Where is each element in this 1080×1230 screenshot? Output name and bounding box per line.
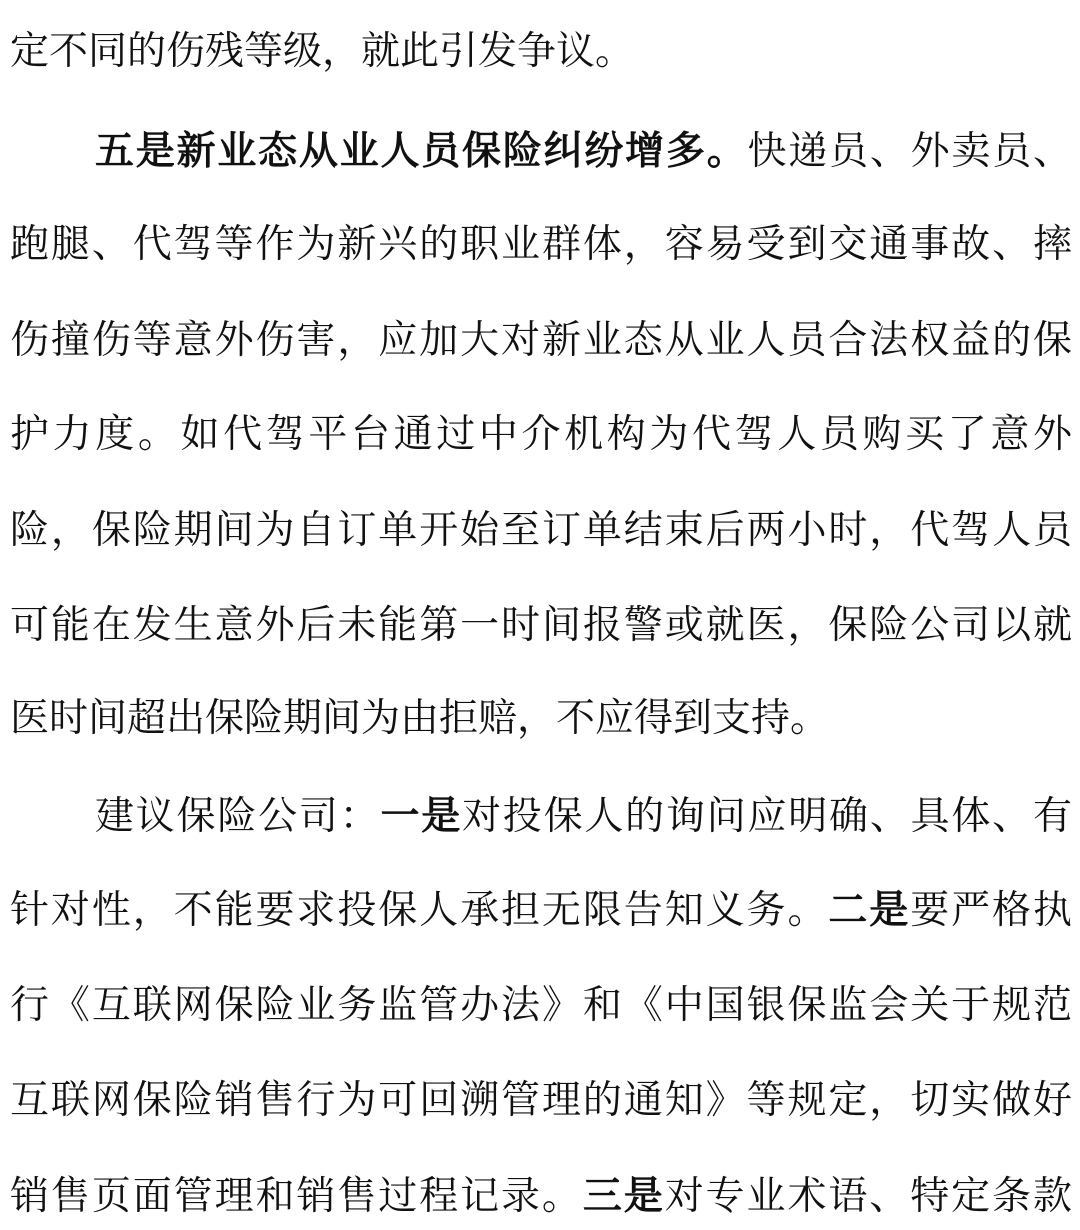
text-segment: 险，保险期间为自订单开始至订单结束后两小时，代驾人员: [10, 508, 1072, 553]
text-segment: 对投保人的询问应明确、具体、有: [462, 794, 1072, 839]
text-segment: 销售页面管理和销售过程记录。: [10, 1174, 583, 1219]
text-line: [10, 311, 1072, 371]
text-segment: 护力度。如代驾平台通过中介机构为代驾人员购买了意外: [10, 412, 1072, 457]
text-line: [10, 596, 1072, 656]
text-segment: 伤撞伤等意外伤害，应加大对新业态从业人员合法权益的保: [10, 318, 1072, 363]
bold-ordinal: 二是: [828, 887, 911, 933]
text-segment: 医时间超出保险期间为由拒赔，不应得到支持。: [10, 696, 830, 741]
text-segment: 可能在发生意外后未能第一时间报警或就医，保险公司以就: [10, 603, 1072, 648]
bold-ordinal: 三是: [582, 1173, 665, 1219]
text-segment: 互联网保险销售行为可回溯管理的通知》等规定，切实做好: [10, 1078, 1072, 1123]
text-line: [95, 786, 1072, 846]
text-segment: 对专业术语、特定条款: [664, 1174, 1072, 1219]
text-segment: 针对性，不能要求投保人承担无限告知义务。: [10, 888, 829, 933]
bold-ordinal: 一是: [380, 793, 463, 839]
text-line: [10, 22, 1072, 82]
text-line: [95, 121, 1072, 181]
text-line: [10, 1071, 1072, 1131]
text-line: [10, 689, 1072, 749]
text-segment: 快递员、外卖员、: [747, 129, 1072, 174]
bold-heading-phrase: 五是新业态从业人员保险纠纷增多。: [95, 128, 748, 174]
text-segment: 定不同的伤残等级，就此引发争议。: [10, 29, 635, 74]
text-segment: 跑腿、代驾等作为新兴的职业群体，容易受到交通事故、摔: [10, 222, 1072, 267]
text-line: [10, 215, 1072, 275]
text-segment: 要严格执: [910, 888, 1072, 933]
text-line: [10, 405, 1072, 465]
text-segment: 建议保险公司：: [95, 794, 381, 839]
text-line: [10, 880, 1072, 940]
text-segment: 行《互联网保险业务监管办法》和《中国银保监会关于规范: [10, 983, 1072, 1028]
text-line: [10, 976, 1072, 1036]
text-line: [10, 1166, 1072, 1226]
text-line: [10, 501, 1072, 561]
